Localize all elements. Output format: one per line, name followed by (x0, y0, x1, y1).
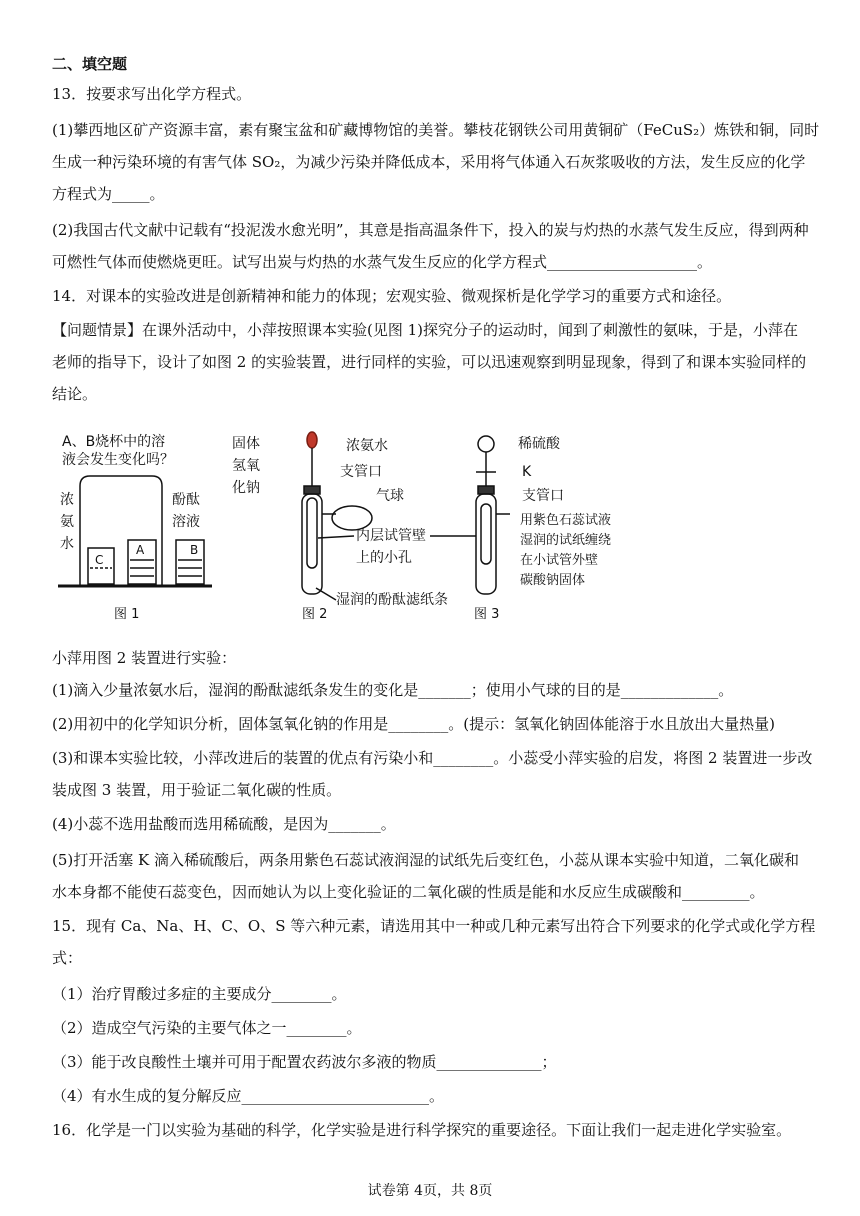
figure-1 (58, 433, 212, 622)
q13-p1-line3: 方程式为_____。 (52, 185, 165, 203)
dropper-bulb (307, 432, 317, 448)
q14-sub5-line2: 水本身都不能使石蕊变色，因而她认为以上变化验证的二氧化碳的性质是能和水反应生成碳酸和_________。 (52, 883, 765, 901)
separatory-funnel (478, 436, 494, 452)
q14-sub5-line1: (5)打开活塞 K 滴入稀硫酸后，两条用紫色石蕊试液润湿的试纸先后变红色，小蕊从课本实验中知道，二氧化碳和 (52, 851, 799, 869)
q15-stem-line1: 15．现有 Ca、Na、H、C、O、S 等六种元素，请选用其中一种或几种元素写出符合下列要求的化学式或化学方程 (52, 917, 816, 935)
q13-p2-line1: (2)我国古代文献中记载有“投泥泼水愈光明”，其意是指高温条件下，投入的炭与灼热的水蒸气发生反应，得到两种 (52, 221, 809, 239)
fig3-outer-tube (476, 494, 496, 594)
q14-sub3-line2: 装成图 3 装置，用于验证二氧化碳的性质。 (52, 781, 342, 799)
q14-sub1: (1)滴入少量浓氨水后，湿润的酚酞滤纸条发生的变化是_______；使用小气球的目的是_____________。 (52, 681, 734, 699)
fig3-litmus-label-2: 湿润的试纸缠绕 (520, 533, 612, 548)
fig3-carbonate-label: 碳酸钠固体 (520, 573, 586, 588)
fig2-solid-1: 固体 (232, 436, 260, 452)
q14-sub3-line1: (3)和课本实验比较，小萍改进后的装置的优点有污染小和________。小蕊受小萍实验的启发，将图 2 装置进一步改 (52, 749, 813, 767)
q14-sub4: (4)小蕊不选用盐酸而选用稀硫酸，是因为_______。 (52, 815, 396, 833)
fig2-solid-2: 氢氧 (232, 458, 260, 474)
beaker-c-label: C (95, 553, 104, 567)
q15-item4: （4）有水生成的复分解反应_________________________。 (52, 1087, 445, 1105)
q16-stem: 16．化学是一门以实验为基础的科学，化学实验是进行科学探究的重要途径。下面让我们一起走进化学实验室。 (52, 1121, 792, 1139)
q13-stem: 13．按要求写出化学方程式。 (52, 85, 252, 103)
balloon (332, 506, 372, 530)
q14-intro-line3: 结论。 (52, 385, 98, 403)
inner-test-tube (307, 498, 317, 568)
q14-intro-line1: 【问题情景】在课外活动中，小萍按照课本实验(见图 1)探究分子的运动时，闻到了刺激性的氨味，于是，小萍在 (52, 321, 799, 339)
outer-test-tube (302, 494, 322, 594)
fig3-inner-tube (481, 504, 491, 564)
q15-stem-line2: 式： (52, 949, 83, 967)
fig1-caption: 图 1 (114, 607, 140, 622)
fig1-label-ammonia-2: 氨 (60, 514, 74, 530)
fig3-caption: 图 3 (474, 607, 500, 622)
fig1-label-phenol-1: 酚酞 (172, 492, 200, 508)
q14-lead: 小萍用图 2 装置进行实验： (52, 649, 237, 667)
bell-jar (80, 476, 162, 586)
page-footer: 试卷第 4页，共 8页 (367, 1183, 493, 1199)
q13-p1-line2: 生成一种污染环境的有害气体 SO₂，为减少污染并降低成本，采用将气体通入石灰浆吸收的方法，发生反应的化学 (52, 153, 806, 171)
figure-3 (474, 436, 611, 622)
fig2-balloon-label: 气球 (376, 488, 404, 504)
experiment-figures (56, 428, 612, 628)
fig1-question-line1: A、B烧杯中的溶 (62, 434, 166, 450)
fig2-hole-label-1: 内层试管壁 (356, 528, 426, 544)
fig1-label-phenol-2: 溶液 (172, 514, 200, 530)
fig3-k-label: K (522, 464, 532, 480)
fig3-acid-label: 稀硫酸 (518, 436, 560, 452)
q13-p1-line1: (1)攀西地区矿产资源丰富，素有聚宝盆和矿藏博物馆的美誉。攀枝花钢铁公司用黄铜矿（FeCuS₂）炼铁和铜，同时 (52, 121, 820, 139)
beaker-b-label: B (190, 543, 199, 557)
q14-sub2: (2)用初中的化学知识分析，固体氢氧化钠的作用是________。(提示：氢氧化钠固体能溶于水且放出大量热量) (52, 715, 775, 733)
fig1-label-ammonia-3: 水 (60, 536, 74, 552)
fig3-branch-label: 支管口 (522, 488, 564, 504)
q13-p2-line2: 可燃性气体而使燃烧更旺。试写出炭与灼热的水蒸气发生反应的化学方程式____________________。 (52, 253, 713, 271)
q14-intro-line2: 老师的指导下，设计了如图 2 的实验装置，进行同样的实验，可以迅速观察到明显现象，得到了和课本实验同样的 (52, 353, 807, 371)
section-title: 二、填空题 (52, 55, 128, 73)
q15-item3: （3）能于改良酸性土壤并可用于配置农药波尔多液的物质______________； (52, 1053, 557, 1071)
beaker-a-label: A (136, 543, 145, 557)
fig1-label-ammonia-1: 浓 (60, 492, 74, 508)
fig2-hole-label-2: 上的小孔 (356, 550, 412, 566)
fig2-caption: 图 2 (302, 607, 328, 622)
figure-2 (232, 432, 476, 622)
fig3-litmus-label-3: 在小试管外壁 (520, 553, 599, 568)
q14-stem: 14．对课本的实验改进是创新精神和能力的体现；宏观实验、微观探析是化学学习的重要方式和途径。 (52, 287, 732, 305)
fig3-litmus-label-1: 用紫色石蕊试液 (520, 513, 612, 528)
fig2-paper-label: 湿润的酚酞滤纸条 (336, 592, 448, 608)
fig2-solid-3: 化钠 (232, 480, 260, 496)
q15-item1: （1）治疗胃酸过多症的主要成分________。 (52, 985, 347, 1003)
q15-item2: （2）造成空气污染的主要气体之一________。 (52, 1019, 362, 1037)
fig1-question-line2: 液会发生变化吗？ (62, 452, 174, 468)
fig2-ammonia-label: 浓氨水 (346, 438, 388, 454)
fig2-branch-label: 支管口 (340, 464, 382, 480)
